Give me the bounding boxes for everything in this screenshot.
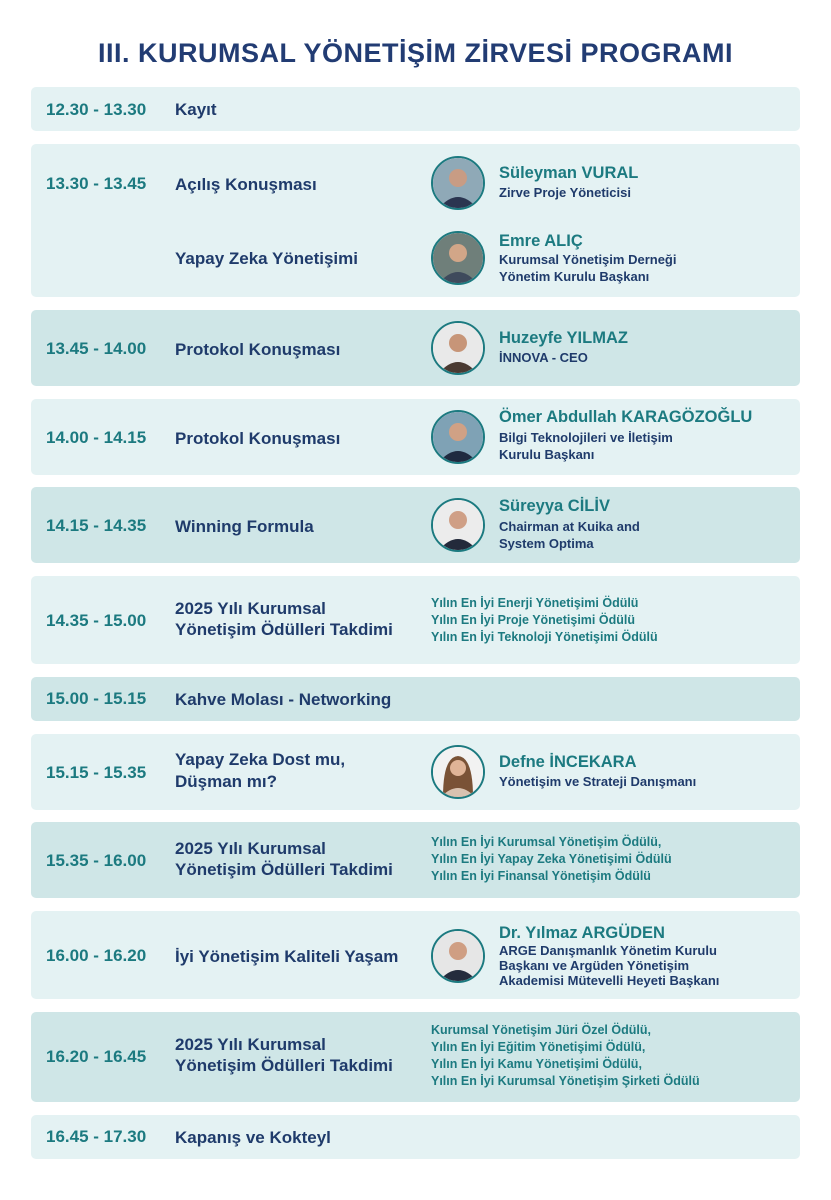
session-title: İyi Yönetişim Kaliteli Yaşam	[175, 947, 399, 966]
speaker-name: Defne İNCEKARA	[499, 753, 637, 771]
award-item: Yılın En İyi Eğitim Yönetişimi Ödülü,	[431, 1040, 646, 1054]
session-title: Protokol Konuşması	[175, 340, 341, 359]
award-item: Yılın En İyi Yapay Zeka Yönetişimi Ödülü	[431, 852, 672, 866]
time-slot: 13.30 - 13.45	[46, 174, 147, 193]
speaker-photo	[431, 929, 485, 983]
time-slot: 16.45 - 17.30	[46, 1127, 147, 1146]
program-row	[31, 734, 800, 810]
award-item: Yılın En İyi Teknoloji Yönetişimi Ödülü	[431, 630, 658, 644]
time-slot: 14.15 - 14.35	[46, 516, 147, 535]
session-title: Yapay Zeka Yönetişimi	[175, 249, 358, 268]
session-title: Yönetişim Ödülleri Takdimi	[175, 1056, 393, 1075]
session-title: Açılış Konuşması	[175, 175, 317, 194]
speaker-role: Bilgi Teknolojileri ve İletişim	[499, 430, 673, 445]
speaker-role: Yönetim Kurulu Başkanı	[499, 269, 650, 284]
program-row	[31, 310, 800, 386]
award-item: Yılın En İyi Kurumsal Yönetişim Ödülü,	[431, 835, 662, 849]
speaker-photo	[431, 410, 485, 464]
session-title: Kapanış ve Kokteyl	[175, 1128, 331, 1147]
time-slot: 16.20 - 16.45	[46, 1047, 147, 1066]
session-title: 2025 Yılı Kurumsal	[175, 599, 326, 618]
speaker-name: Ömer Abdullah KARAGÖZOĞLU	[499, 408, 753, 426]
speaker-role: Yönetişim ve Strateji Danışmanı	[499, 774, 697, 789]
speaker-role: Kurulu Başkanı	[499, 447, 595, 462]
program-row	[31, 144, 800, 297]
session-title: Winning Formula	[175, 517, 314, 536]
session-title: Protokol Konuşması	[175, 429, 341, 448]
awards-list	[431, 595, 658, 646]
speaker-role: Akademisi Mütevelli Heyeti Başkanı	[499, 973, 720, 988]
program-row	[31, 399, 800, 475]
program-row	[31, 87, 800, 131]
session-title: Yapay Zeka Dost mu,	[175, 750, 346, 769]
speaker-role: System Optima	[499, 536, 594, 551]
program-row	[31, 677, 800, 721]
speaker-role: Kurumsal Yönetişim Derneği	[499, 252, 677, 267]
time-slot: 14.35 - 15.00	[46, 611, 147, 630]
program-row	[31, 1115, 800, 1159]
speaker-name: Huzeyfe YILMAZ	[499, 329, 628, 347]
speaker-name: Dr. Yılmaz ARGÜDEN	[499, 924, 665, 942]
speaker-photo	[431, 156, 485, 210]
program-row	[31, 487, 800, 563]
time-slot: 16.00 - 16.20	[46, 946, 147, 965]
awards-list	[431, 834, 672, 885]
award-item: Yılın En İyi Enerji Yönetişimi Ödülü	[431, 596, 639, 610]
session-title: Kahve Molası - Networking	[175, 690, 392, 709]
award-item: Yılın En İyi Finansal Yönetişim Ödülü	[431, 869, 651, 883]
time-slot: 15.35 - 16.00	[46, 851, 147, 870]
session-title: 2025 Yılı Kurumsal	[175, 839, 326, 858]
time-slot: 14.00 - 14.15	[46, 428, 147, 447]
page-title: III. KURUMSAL YÖNETİŞİM ZİRVESİ PROGRAMI	[97, 38, 734, 68]
award-item: Yılın En İyi Proje Yönetişimi Ödülü	[431, 613, 635, 627]
speaker-role: Başkanı ve Argüden Yönetişim	[499, 958, 690, 973]
time-slot: 12.30 - 13.30	[46, 100, 147, 119]
program-row	[31, 576, 800, 664]
speaker-role: İNNOVA - CEO	[499, 350, 588, 365]
program-row	[31, 1012, 800, 1102]
speaker-name: Süreyya CİLİV	[499, 497, 610, 515]
program-row	[31, 911, 800, 999]
speaker-photo	[431, 321, 485, 375]
session-title: Yönetişim Ödülleri Takdimi	[175, 860, 393, 879]
speaker-photo	[431, 498, 485, 552]
speaker-role: ARGE Danışmanlık Yönetim Kurulu	[499, 943, 717, 958]
time-slot: 13.45 - 14.00	[46, 339, 147, 358]
session-title: Kayıt	[175, 100, 217, 119]
program-row	[31, 822, 800, 898]
award-item: Kurumsal Yönetişim Jüri Özel Ödülü,	[431, 1023, 651, 1037]
speaker-role: Chairman at Kuika and	[499, 519, 640, 534]
speaker-photo	[431, 231, 485, 285]
session-title: 2025 Yılı Kurumsal	[175, 1035, 326, 1054]
award-item: Yılın En İyi Kurumsal Yönetişim Şirketi Ödülü	[431, 1074, 700, 1088]
speaker-name: Süleyman VURAL	[499, 164, 639, 182]
session-title: Düşman mı?	[175, 772, 278, 791]
time-slot: 15.00 - 15.15	[46, 689, 147, 708]
speaker-photo	[431, 745, 485, 799]
awards-list	[431, 1022, 700, 1090]
session-title: Yönetişim Ödülleri Takdimi	[175, 620, 393, 639]
award-item: Yılın En İyi Kamu Yönetişimi Ödülü,	[431, 1057, 642, 1071]
speaker-name: Emre ALIÇ	[499, 232, 583, 250]
speaker-role: Zirve Proje Yöneticisi	[499, 185, 631, 200]
time-slot: 15.15 - 15.35	[46, 763, 147, 782]
